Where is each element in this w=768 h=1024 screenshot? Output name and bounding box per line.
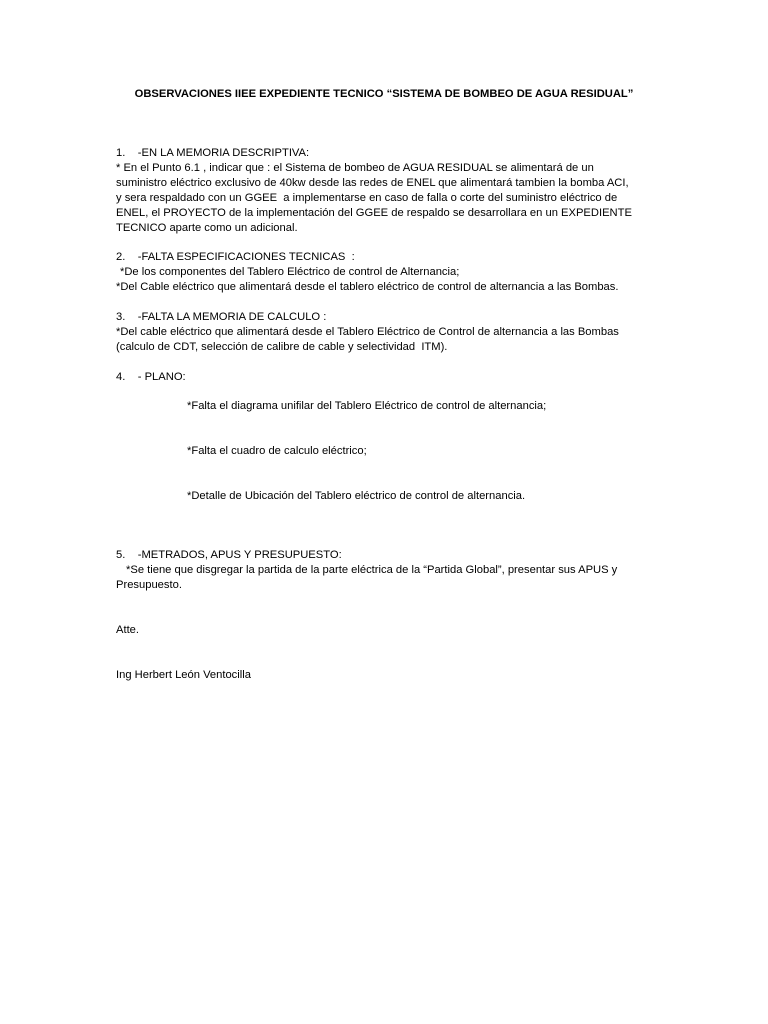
section-5 [116, 548, 656, 593]
section-5-line-2: Presupuesto. [116, 579, 182, 592]
section-4-label: 4. - PLANO: [116, 370, 189, 383]
section-1-line-1: * En el Punto 6.1 , indicar que : el Sistema de bombeo de AGUA RESIDUAL se alimentará de un [116, 161, 594, 174]
section-1-line-4: ENEL, el PROYECTO de la implementación del GGEE de respaldo se desarrollara en un EXPEDIENTE [116, 206, 632, 219]
section-1 [116, 146, 656, 235]
section-2-line-1: *De los componentes del Tablero Eléctrico de control de Alternancia; [120, 266, 460, 279]
section-4 [116, 370, 656, 534]
section-1-line-3: y sera respaldado con un GGEE a implementarse en caso de falla o corte del suministro eléctrico de [116, 191, 618, 204]
signature-name: Ing Herbert León Ventocilla [116, 668, 251, 681]
section-3-line-1: *Del cable eléctrico que alimentará desde el Tablero Eléctrico de Control de alternancia a las Bombas [116, 325, 619, 338]
document-body [116, 146, 656, 683]
section-1-line-5: TECNICO aparte como un adicional. [116, 221, 298, 234]
section-2-heading: 2. -FALTA ESPECIFICACIONES TECNICAS : [116, 251, 355, 264]
section-3 [116, 310, 656, 355]
section-2-line-2: *Del Cable eléctrico que alimentará desde el tablero eléctrico de control de alternancia a las Bombas. [116, 281, 619, 294]
section-1-line-2: suministro eléctrico exclusivo de 40kw desde las redes de ENEL que alimentará tambien la bomba ACI, [116, 176, 629, 189]
section-5-heading: 5. -METRADOS, APUS Y PRESUPUESTO: [116, 549, 342, 562]
section-4-item-1: *Falta el diagrama unifilar del Tablero Eléctrico de control de alternancia; [187, 400, 547, 413]
document-title: OBSERVACIONES IIEE EXPEDIENTE TECNICO “SISTEMA DE BOMBEO DE AGUA RESIDUAL” [134, 88, 634, 100]
section-4-item-2: *Falta el cuadro de calculo eléctrico; [187, 445, 367, 458]
section-3-heading: 3. -FALTA LA MEMORIA DE CALCULO : [116, 310, 327, 323]
section-5-line-1: *Se tiene que disgregar la partida de la parte eléctrica de la “Partida Global”, presentar sus APUS y [126, 564, 618, 577]
section-2 [116, 250, 656, 295]
section-1-heading: 1. -EN LA MEMORIA DESCRIPTIVA: [116, 147, 310, 159]
closing-text: Atte. [116, 623, 140, 636]
section-4-item-3: *Detalle de Ubicación del Tablero eléctrico de control de alternancia. [187, 489, 526, 502]
section-4-items [187, 370, 546, 534]
section-3-line-2: (calculo de CDT, selección de calibre de cable y selectividad ITM). [116, 340, 448, 353]
